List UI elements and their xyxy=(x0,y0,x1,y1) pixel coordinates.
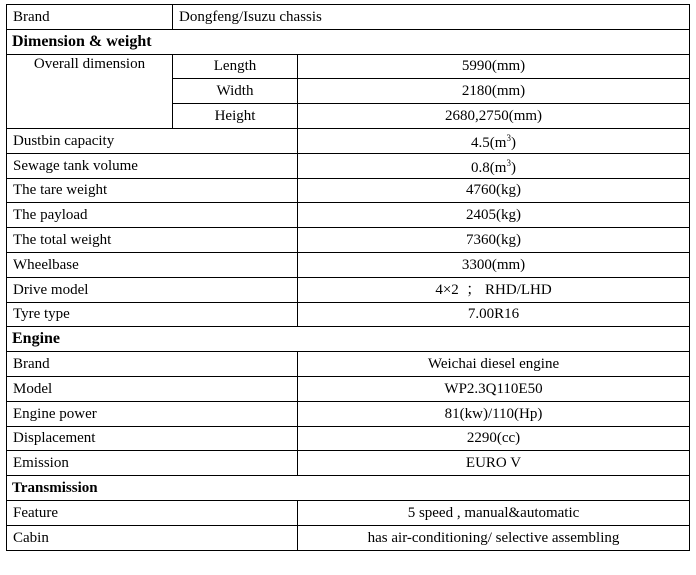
spec-label: Dustbin capacity xyxy=(7,128,298,153)
spec-value: 5990(mm) xyxy=(298,54,690,79)
table-row xyxy=(7,500,690,525)
engine-section-title: Engine xyxy=(7,327,690,352)
overall-dimension-label: Overall dimension xyxy=(7,54,173,128)
table-row xyxy=(7,302,690,327)
transmission-section-title: Transmission xyxy=(7,476,690,501)
sub-label: Length xyxy=(173,54,298,79)
spec-value: Weichai diesel engine xyxy=(298,352,690,377)
spec-value xyxy=(298,128,690,153)
spec-value: 3300(mm) xyxy=(298,252,690,277)
table-row xyxy=(7,376,690,401)
section-header-row xyxy=(7,29,690,54)
sub-label: Height xyxy=(173,104,298,129)
unit-superscript: 3 xyxy=(506,133,511,144)
section-header-row xyxy=(7,476,690,501)
dimension-section-title: Dimension & weight xyxy=(7,29,690,54)
table-row xyxy=(7,54,690,79)
spec-label: The total weight xyxy=(7,228,298,253)
spec-label: Sewage tank volume xyxy=(7,153,298,178)
spec-label: The payload xyxy=(7,203,298,228)
spec-value: 2405(kg) xyxy=(298,203,690,228)
table-row xyxy=(7,401,690,426)
table-row xyxy=(7,203,690,228)
spec-value: 7.00R16 xyxy=(298,302,690,327)
spec-label: Brand xyxy=(7,352,298,377)
table-row xyxy=(7,228,690,253)
spec-label: Model xyxy=(7,376,298,401)
spec-value: EURO V xyxy=(298,451,690,476)
spec-value: 2290(cc) xyxy=(298,426,690,451)
spec-label: Wheelbase xyxy=(7,252,298,277)
unit-superscript: 3 xyxy=(506,158,511,169)
spec-value: 81(kw)/110(Hp) xyxy=(298,401,690,426)
sub-label: Width xyxy=(173,79,298,104)
spec-label: Feature xyxy=(7,500,298,525)
value-close: ) xyxy=(510,135,516,152)
table-row xyxy=(7,128,690,153)
spec-value: 2180(mm) xyxy=(298,79,690,104)
table-row xyxy=(7,153,690,178)
spec-value: 5 speed , manual&automatic xyxy=(298,500,690,525)
spec-value: 2680,2750(mm) xyxy=(298,104,690,129)
spec-label: The tare weight xyxy=(7,178,298,203)
spec-label: Cabin xyxy=(7,525,298,550)
brand-value: Dongfeng/Isuzu chassis xyxy=(173,5,690,30)
spec-value: has air-conditioning/ selective assembling xyxy=(298,525,690,550)
value-close: ) xyxy=(510,160,516,177)
table-row xyxy=(7,451,690,476)
table-row xyxy=(7,252,690,277)
spec-value: 4×2 ； RHD/LHD xyxy=(298,277,690,302)
spec-value: 7360(kg) xyxy=(298,228,690,253)
table-row xyxy=(7,277,690,302)
spec-value: 4760(kg) xyxy=(298,178,690,203)
table-row xyxy=(7,352,690,377)
spec-label: Drive model xyxy=(7,277,298,302)
spec-label: Emission xyxy=(7,451,298,476)
spec-label: Displacement xyxy=(7,426,298,451)
spec-value xyxy=(298,153,690,178)
value-text: 0.8(m xyxy=(471,160,507,177)
spec-table xyxy=(6,4,690,551)
spec-label: Engine power xyxy=(7,401,298,426)
brand-label: Brand xyxy=(7,5,173,30)
spec-label: Tyre type xyxy=(7,302,298,327)
section-header-row xyxy=(7,327,690,352)
spec-value: WP2.3Q110E50 xyxy=(298,376,690,401)
table-row xyxy=(7,178,690,203)
table-row xyxy=(7,426,690,451)
table-row xyxy=(7,5,690,30)
table-row xyxy=(7,525,690,550)
value-text: 4.5(m xyxy=(471,135,507,152)
